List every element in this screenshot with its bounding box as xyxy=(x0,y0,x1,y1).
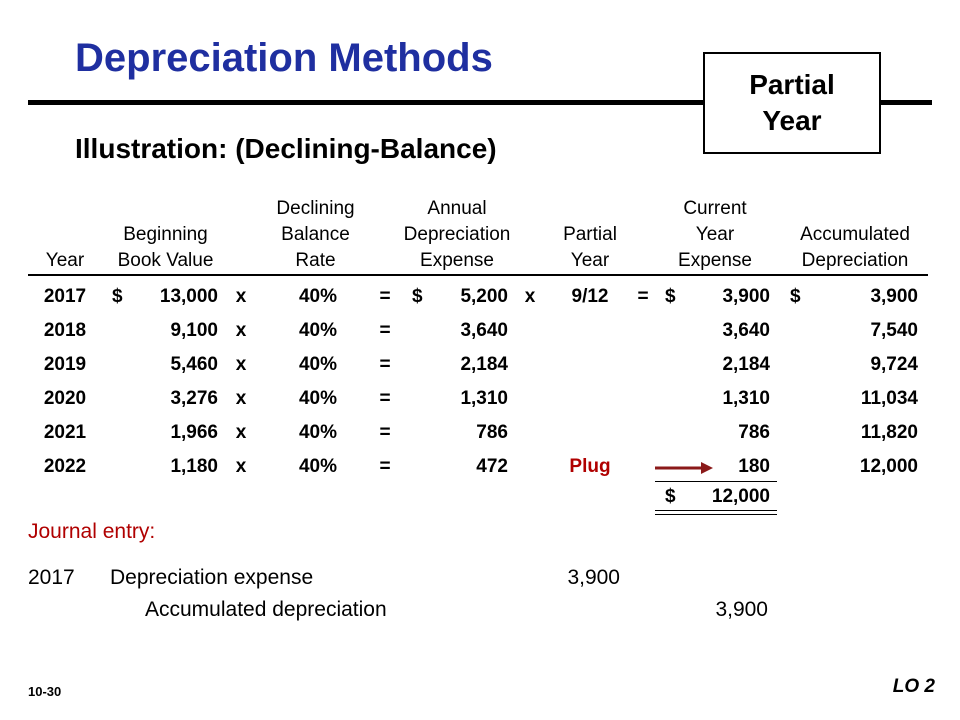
header-declining-balance-rate xyxy=(258,196,373,274)
cell-year: 2022 xyxy=(43,456,87,477)
cell-annual: 3,640 xyxy=(460,320,508,341)
cell-year: 2021 xyxy=(43,422,87,443)
cell-current: 3,640 xyxy=(722,320,770,341)
badge-line-1: Partial xyxy=(749,69,835,100)
total-dollar-sign: $ xyxy=(665,486,676,507)
cell-current: 2,184 xyxy=(722,354,770,375)
cell-x: x xyxy=(235,320,247,341)
cell-eq: = xyxy=(379,388,391,409)
header-annual-depreciation-expense xyxy=(387,196,527,274)
header-text: Book Value xyxy=(117,250,214,271)
header-accumulated-depreciation xyxy=(785,222,925,274)
header-beginning-book-value xyxy=(103,222,228,274)
cell-annual: 1,310 xyxy=(460,388,508,409)
cell-current: 786 xyxy=(738,422,770,443)
subtitle: Illustration: (Declining-Balance) xyxy=(75,133,497,164)
cell-x: x xyxy=(235,388,247,409)
cell-eq: = xyxy=(379,286,391,307)
cell-accum: 12,000 xyxy=(859,456,918,477)
cell-current: 3,900 xyxy=(722,286,770,307)
journal-debit-account: Depreciation expense xyxy=(110,566,314,589)
cell-year: 2020 xyxy=(43,388,87,409)
header-text: Depreciation xyxy=(801,250,909,271)
cell-accum: 11,034 xyxy=(860,388,918,409)
cell-eq: = xyxy=(379,456,391,477)
cell-book: 1,966 xyxy=(170,422,218,443)
header-text: Balance xyxy=(281,224,350,245)
cell-accum: 3,900 xyxy=(870,286,918,307)
total-double-rule-1 xyxy=(655,510,777,511)
cell-rate: 40% xyxy=(298,286,338,307)
cell-partial: 9/12 xyxy=(571,286,609,307)
cell-x: x xyxy=(235,286,247,307)
header-text: Accumulated xyxy=(800,224,910,245)
cell-book: 13,000 xyxy=(159,286,218,307)
journal-credit-amount: 3,900 xyxy=(715,598,768,621)
header-text: Year xyxy=(695,224,735,245)
cell-book: 3,276 xyxy=(170,388,218,409)
cell-annual: 5,200 xyxy=(460,286,508,307)
header-text: Declining xyxy=(276,198,355,219)
total-current-expense: 12,000 xyxy=(711,486,770,507)
cell-accum: 11,820 xyxy=(860,422,918,443)
cell-x: x xyxy=(235,422,247,443)
cell-dollar2: $ xyxy=(412,286,423,307)
cell-dollar3: $ xyxy=(665,286,676,307)
total-top-rule xyxy=(655,481,777,482)
cell-eq2: = xyxy=(637,286,649,307)
header-text: Current xyxy=(683,198,747,219)
cell-current: 1,310 xyxy=(722,388,770,409)
header-current-year-expense xyxy=(655,196,775,274)
header-year xyxy=(30,248,100,274)
header-text: Expense xyxy=(678,250,752,271)
total-double-rule-2 xyxy=(655,514,777,515)
cell-rate: 40% xyxy=(298,388,338,409)
header-text: Expense xyxy=(420,250,494,271)
cell-x2: x xyxy=(524,286,536,307)
header-text: Beginning xyxy=(123,224,208,245)
cell-annual: 472 xyxy=(476,456,508,477)
journal-year: 2017 xyxy=(28,566,75,589)
cell-rate: 40% xyxy=(298,456,338,477)
cell-rate: 40% xyxy=(298,422,338,443)
cell-plug: Plug xyxy=(569,456,611,477)
header-text: Year xyxy=(570,250,610,271)
cell-dollar4: $ xyxy=(790,286,801,307)
slide-number: 10-30 xyxy=(28,684,62,699)
cell-x: x xyxy=(235,354,247,375)
cell-annual: 2,184 xyxy=(460,354,508,375)
cell-x: x xyxy=(235,456,247,477)
cell-annual: 786 xyxy=(476,422,508,443)
cell-eq: = xyxy=(379,320,391,341)
cell-rate: 40% xyxy=(298,320,338,341)
cell-book: 9,100 xyxy=(170,320,218,341)
plug-arrow-icon xyxy=(655,461,715,475)
learning-objective: LO 2 xyxy=(892,676,935,697)
header-text: Depreciation xyxy=(403,224,511,245)
partial-year-badge xyxy=(703,52,881,154)
cell-year: 2019 xyxy=(43,354,87,375)
cell-year: 2017 xyxy=(43,286,87,307)
cell-accum: 9,724 xyxy=(870,354,918,375)
header-text: Annual xyxy=(427,198,487,219)
cell-year: 2018 xyxy=(43,320,87,341)
cell-book: 1,180 xyxy=(170,456,218,477)
journal-entry-title: Journal entry: xyxy=(28,520,156,543)
cell-eq: = xyxy=(379,422,391,443)
cell-current: 180 xyxy=(738,456,770,477)
badge-line-2: Year xyxy=(762,105,822,136)
cell-rate: 40% xyxy=(298,354,338,375)
journal-credit-account: Accumulated depreciation xyxy=(145,598,387,621)
page-title: Depreciation Methods xyxy=(75,36,493,80)
cell-accum: 7,540 xyxy=(870,320,918,341)
cell-dollar1: $ xyxy=(112,286,123,307)
header-partial-year xyxy=(545,222,635,274)
cell-eq: = xyxy=(379,354,391,375)
journal-debit-amount: 3,900 xyxy=(567,566,620,589)
header-underline xyxy=(28,274,928,276)
cell-book: 5,460 xyxy=(170,354,218,375)
header-text: Partial xyxy=(563,224,617,245)
header-text: Rate xyxy=(295,250,336,271)
header-year-label: Year xyxy=(45,250,85,271)
